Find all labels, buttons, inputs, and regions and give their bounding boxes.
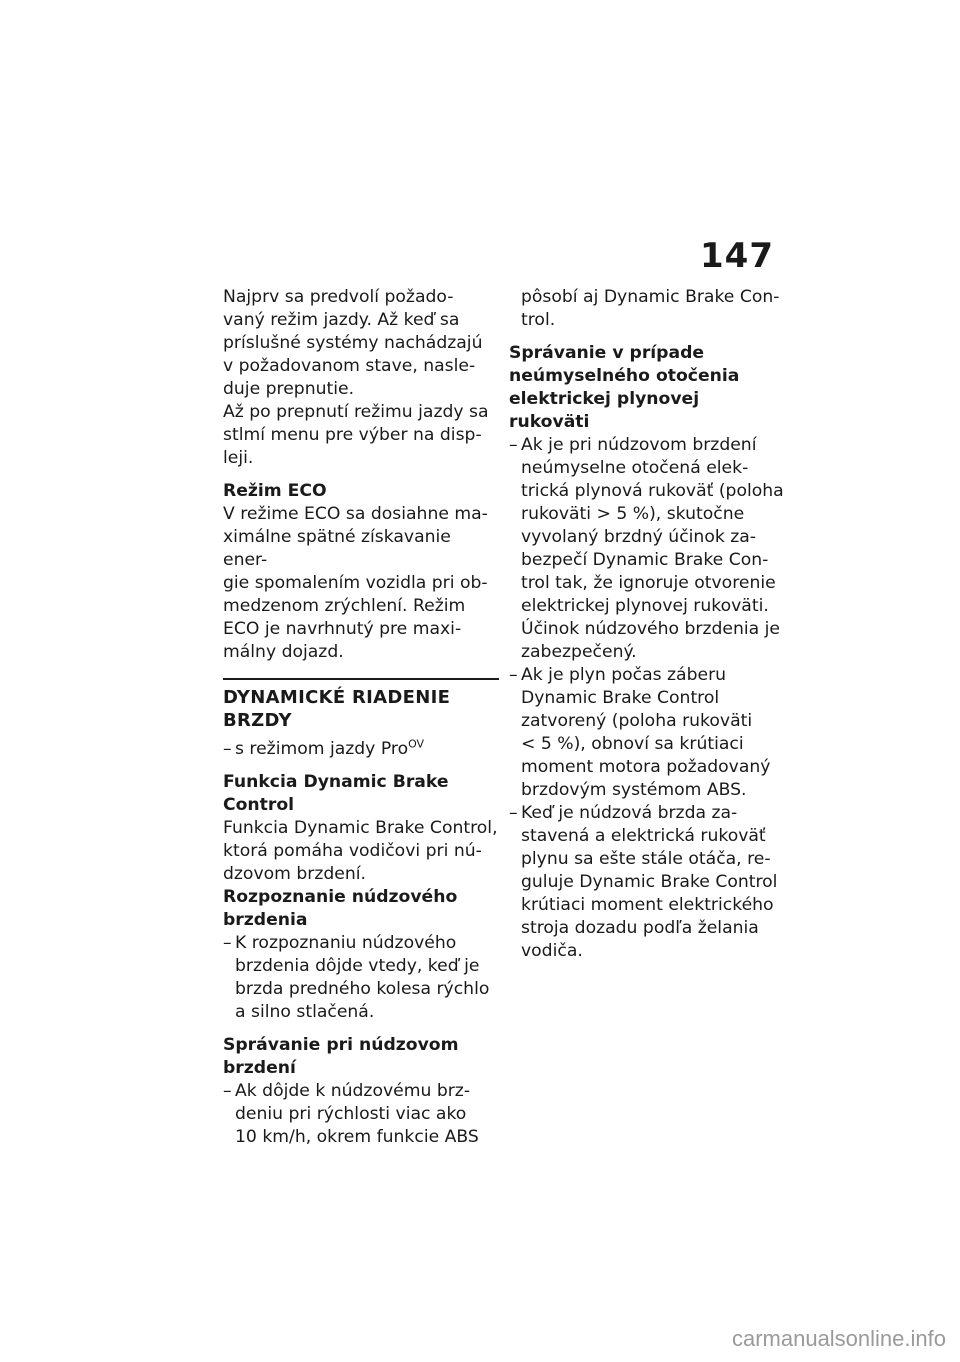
text-line: K rozpoznaniu núdzového (235, 933, 457, 953)
intro-paragraph (223, 286, 499, 470)
text-line: plynu sa ešte stále otáča, re- (521, 849, 771, 869)
dash-marker: – (509, 803, 518, 823)
text-line: málny dojazd. (223, 642, 344, 662)
text-line: stroja dozadu podľa želania (521, 918, 759, 938)
heading-line: brzdenia (223, 910, 308, 930)
heading-line: neúmyselného otočenia (509, 366, 740, 386)
text-line: trol tak, že ignoruje otvorenie (521, 573, 776, 593)
text-line: brzdovým systémom ABS. (521, 780, 747, 800)
function-heading (223, 771, 499, 817)
text-line: Ak je pri núdzovom brzdení (521, 435, 757, 455)
text-line: elektrickej plynovej rukoväti. (521, 596, 769, 616)
eco-paragraph (223, 503, 499, 664)
text-line: vaný režim jazdy. Až keď sa (223, 310, 460, 330)
list-item (509, 802, 785, 963)
text-line: ktorá pomáha vodičovi pri nú- (223, 841, 482, 861)
text-line: gie spomalením vozidla pri ob- (223, 573, 488, 593)
text-line: Funkcia Dynamic Brake Control, (223, 818, 498, 838)
text-line: v požadovanom stave, nasle- (223, 356, 476, 376)
option-superscript: OV (408, 737, 425, 751)
heading-line: Control (223, 795, 295, 815)
text-line: pôsobí aj Dynamic Brake Con- (521, 287, 780, 307)
text-line: trol. (521, 310, 556, 330)
text-line: brzdenia dôjde vtedy, keď je (235, 956, 480, 976)
option-note (223, 738, 499, 761)
text-line: 10 km/h, okrem funkcie ABS (235, 1127, 479, 1147)
behavior-heading (223, 1034, 499, 1080)
text-line: < 5 %), obnoví sa krútiaci (521, 734, 744, 754)
text-line: neúmyselne otočená elek- (521, 458, 749, 478)
text-line: trická plynová rukoväť (poloha (521, 481, 784, 501)
section-title (223, 686, 499, 732)
right-column (509, 286, 785, 963)
text-line: Ak je plyn počas záberu (521, 665, 727, 685)
text-line: medzenom zrýchlení. Režim (223, 596, 466, 616)
text-line: brzda predného kolesa rýchlo (235, 979, 490, 999)
heading-line: Rozpoznanie núdzového (223, 887, 458, 907)
text-line: dzovom brzdení. (223, 864, 366, 884)
text-line: Účinok núdzového brzdenia je (521, 619, 780, 639)
text-line: duje prepnutie. (223, 379, 355, 399)
text-line: príslušné systémy nachádzajú (223, 333, 483, 353)
option-text: s režimom jazdy Pro (235, 739, 409, 759)
text-line: Keď je núdzová brzda za- (521, 803, 738, 823)
text-line: V režime ECO sa dosiahne ma- (223, 504, 488, 524)
heading-line: Správanie v prípade (509, 343, 705, 363)
throttle-heading (509, 342, 785, 434)
dash-marker: – (509, 435, 518, 455)
text-line: Ak dôjde k núdzovému brz- (235, 1081, 471, 1101)
section-title-line: DYNAMICKÉ RIADENIE (223, 687, 451, 708)
dash-marker: – (509, 665, 518, 685)
text-line: deniu pri rýchlosti viac ako (235, 1104, 467, 1124)
text-line: stavená a elektrická rukoväť (521, 826, 766, 846)
text-line: guluje Dynamic Brake Control (521, 872, 778, 892)
dash-marker: – (223, 1081, 232, 1101)
section-divider (223, 678, 499, 680)
text-line: zabezpečený. (521, 642, 637, 662)
text-line: Až po prepnutí režimu jazdy sa (223, 402, 489, 422)
page-number: 147 (700, 236, 774, 276)
text-line: krútiaci moment elektrického (521, 895, 774, 915)
dash-marker: – (223, 739, 232, 759)
continuation-paragraph (509, 286, 785, 332)
recognition-heading (223, 886, 499, 932)
text-line: Najprv sa predvolí požado- (223, 287, 454, 307)
text-line: zatvorený (poloha rukoväti (521, 711, 753, 731)
text-line: Dynamic Brake Control (521, 688, 720, 708)
text-line: bezpečí Dynamic Brake Con- (521, 550, 769, 570)
text-line: stlmí menu pre výber na disp- (223, 425, 482, 445)
text-line: leji. (223, 448, 254, 468)
heading-line: brzdení (223, 1058, 296, 1078)
footer-watermark: carmanualsonline.info (731, 1326, 946, 1351)
dash-marker: – (223, 933, 232, 953)
list-item (509, 434, 785, 664)
text-line: moment motora požadovaný (521, 757, 771, 777)
function-paragraph (223, 817, 499, 886)
heading-line: Funkcia Dynamic Brake (223, 772, 449, 792)
eco-heading: Režim ECO (223, 481, 327, 501)
list-item (223, 932, 499, 1024)
section-title-line: BRZDY (223, 710, 292, 731)
text-line: a silno stlačená. (235, 1002, 375, 1022)
text-line: vyvolaný brzdný účinok za- (521, 527, 757, 547)
text-line: rukoväti > 5 %), skutočne (521, 504, 745, 524)
list-item (509, 664, 785, 802)
heading-line: elektrickej plynovej rukoväti (509, 389, 700, 432)
left-column (223, 286, 499, 1149)
text-line: ximálne spätné získavanie ener- (223, 527, 451, 570)
heading-line: Správanie pri núdzovom (223, 1035, 459, 1055)
list-item (223, 1080, 499, 1149)
text-line: vodiča. (521, 941, 583, 961)
text-line: ECO je navrhnutý pre maxi- (223, 619, 462, 639)
